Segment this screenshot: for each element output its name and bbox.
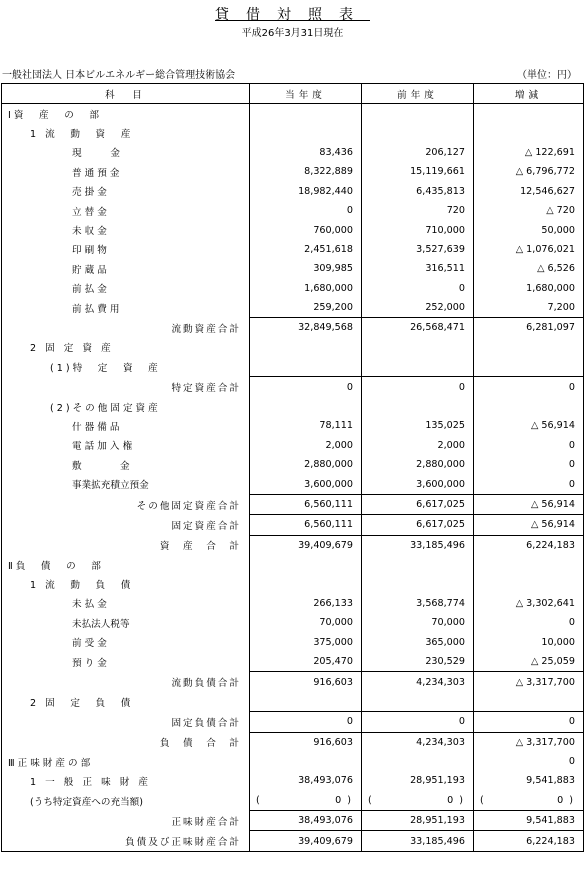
change-value xyxy=(474,555,584,574)
account-label xyxy=(2,732,250,752)
account-label-text: 立 替 金 xyxy=(72,206,107,218)
table-row xyxy=(2,240,584,259)
previous-year-value: 3,568,774 xyxy=(362,594,474,613)
header-previous-year: 前年度 xyxy=(362,84,474,104)
account-label-text: 固定資産合計 xyxy=(171,520,241,532)
previous-year-value: 6,617,025 xyxy=(362,494,474,514)
table-row xyxy=(2,771,584,790)
change-value: △ 3,317,700 xyxy=(474,672,584,692)
change-value: 0 xyxy=(474,712,584,732)
current-year-value: 266,133 xyxy=(250,594,362,613)
change-value: △ 6,796,772 xyxy=(515,166,575,178)
account-label-text: 現 金 xyxy=(72,148,120,160)
account-label-text: Ⅲ正味財産の部 xyxy=(8,757,94,769)
previous-year-value: 206,127 xyxy=(362,143,474,162)
change-value xyxy=(474,791,584,811)
change-value xyxy=(474,357,584,377)
account-label xyxy=(2,201,250,220)
current-year-value xyxy=(250,123,362,142)
organization-name: 一般社団法人 日本ビルエネルギー総合管理技術協会 xyxy=(2,70,236,81)
current-year-value: 259,200 xyxy=(250,298,362,318)
account-label-text: 特定資産合計 xyxy=(171,382,241,394)
change-value xyxy=(474,338,584,357)
change-value: 10,000 xyxy=(541,636,575,648)
table-row xyxy=(2,613,584,632)
table-row xyxy=(2,162,584,181)
current-year-value: 0 xyxy=(250,712,362,732)
open-paren: ( xyxy=(256,794,260,806)
account-label xyxy=(2,652,250,672)
account-label-text: (うち特定資産への充当額) xyxy=(30,796,144,808)
account-label-text: 未 払 金 xyxy=(72,599,107,611)
table-row xyxy=(2,791,584,811)
previous-year-value xyxy=(362,357,474,377)
account-label xyxy=(2,338,250,357)
current-year-value xyxy=(250,752,362,771)
change-value: △ 1,076,021 xyxy=(515,243,575,255)
change-value: 9,541,883 xyxy=(474,811,584,831)
current-year-value: 70,000 xyxy=(250,613,362,632)
previous-year-value xyxy=(362,692,474,712)
account-label xyxy=(2,220,250,239)
table-row xyxy=(2,298,584,318)
account-label xyxy=(2,182,250,201)
account-label xyxy=(2,259,250,278)
account-label xyxy=(2,791,250,811)
account-label-text: 売 掛 金 xyxy=(72,187,107,199)
change-value: 7,200 xyxy=(547,302,575,314)
document-title: 貸借対照表 xyxy=(215,7,370,23)
current-year-value: 2,000 xyxy=(250,436,362,455)
change-value: △ 122,691 xyxy=(524,146,575,158)
account-label-text: 普 通 預 金 xyxy=(72,167,120,179)
change-value: △ 25,059 xyxy=(531,656,575,668)
current-year-value: 39,409,679 xyxy=(250,535,362,555)
header-change: 増減 xyxy=(474,84,584,104)
current-year-value xyxy=(250,692,362,712)
change-value xyxy=(474,397,584,416)
account-label-text: Ⅱ負 債 の 部 xyxy=(8,560,104,572)
account-label xyxy=(2,240,250,259)
change-value: 0 xyxy=(568,439,575,451)
change-value xyxy=(474,123,584,142)
table-row xyxy=(2,397,584,416)
as-of-date: 平成26年3月31日現在 xyxy=(241,28,344,39)
current-year-value: 6,560,111 xyxy=(250,515,362,535)
account-label xyxy=(2,279,250,298)
current-year-value: 39,409,679 xyxy=(250,831,362,851)
table-row xyxy=(2,712,584,732)
account-label xyxy=(2,143,250,162)
account-label-text: 什 器 備 品 xyxy=(72,421,120,433)
account-label-text: 固定負債合計 xyxy=(171,717,241,729)
previous-year-value: 720 xyxy=(362,201,474,220)
account-label-text: 印 刷 物 xyxy=(72,245,107,257)
previous-year-value: 15,119,661 xyxy=(362,162,474,181)
change-value xyxy=(474,574,584,593)
account-label-text: 正味財産合計 xyxy=(171,816,241,828)
close-paren: ) xyxy=(347,794,351,806)
table-header-row xyxy=(2,84,584,104)
table-row xyxy=(2,436,584,455)
previous-year-value: 26,568,471 xyxy=(362,318,474,338)
change-value: △ 6,526 xyxy=(537,263,575,275)
current-year-value: 760,000 xyxy=(250,220,362,239)
account-label-text: 未 収 金 xyxy=(72,226,107,238)
current-year-value: 78,111 xyxy=(250,416,362,435)
account-label xyxy=(2,555,250,574)
previous-year-value: 0 xyxy=(362,279,474,298)
change-value: 0 xyxy=(474,377,584,397)
previous-year-value xyxy=(362,104,474,124)
previous-year-value: 230,529 xyxy=(362,652,474,672)
account-label-text: 1 流 動 資 産 xyxy=(30,129,134,141)
current-year-value: 0 xyxy=(250,377,362,397)
previous-year-value xyxy=(362,574,474,593)
paren-value: 0 xyxy=(335,794,342,806)
change-value: △ 720 xyxy=(546,205,575,217)
table-row xyxy=(2,279,584,298)
current-year-value xyxy=(250,104,362,124)
header-account: 科 目 xyxy=(2,84,250,104)
account-label-text: 貯 蔵 品 xyxy=(72,264,107,276)
change-value: △ 56,914 xyxy=(531,420,575,432)
account-label-text: 電 話 加 入 権 xyxy=(72,441,133,453)
current-year-value: 3,600,000 xyxy=(250,474,362,494)
account-label xyxy=(2,594,250,613)
change-value: 0 xyxy=(568,459,575,471)
previous-year-value: 3,527,639 xyxy=(362,240,474,259)
current-year-value: 916,603 xyxy=(250,672,362,692)
change-value: △ 3,302,641 xyxy=(515,597,575,609)
current-year-value: 8,322,889 xyxy=(250,162,362,181)
current-year-value xyxy=(250,791,362,811)
account-label-text: 1 一 般 正 味 財 産 xyxy=(30,776,151,788)
account-label xyxy=(2,692,250,712)
change-value: △ 3,317,700 xyxy=(474,732,584,752)
table-body xyxy=(2,104,584,852)
current-year-value: 1,680,000 xyxy=(250,279,362,298)
account-label-text: 前 払 費 用 xyxy=(72,303,120,315)
table-row xyxy=(2,494,584,514)
balance-sheet-table xyxy=(1,83,584,852)
table-row xyxy=(2,574,584,593)
table-row xyxy=(2,535,584,555)
account-label xyxy=(2,771,250,790)
table-row xyxy=(2,515,584,535)
table-row xyxy=(2,123,584,142)
previous-year-value: 0 xyxy=(362,377,474,397)
current-year-value: 2,451,618 xyxy=(250,240,362,259)
previous-year-value xyxy=(362,791,474,811)
table-row xyxy=(2,338,584,357)
account-label xyxy=(2,298,250,318)
table-row xyxy=(2,831,584,851)
previous-year-value xyxy=(362,123,474,142)
account-label xyxy=(2,436,250,455)
current-year-value xyxy=(250,357,362,377)
previous-year-value: 28,951,193 xyxy=(362,811,474,831)
previous-year-value: 3,600,000 xyxy=(362,474,474,494)
previous-year-value: 4,234,303 xyxy=(362,672,474,692)
change-value: 6,224,183 xyxy=(474,535,584,555)
change-value: 9,541,883 xyxy=(526,775,575,787)
current-year-value: 309,985 xyxy=(250,259,362,278)
change-value: 1,680,000 xyxy=(526,282,575,294)
account-label-text: その他固定資産合計 xyxy=(136,500,241,512)
account-label-text: 前 払 金 xyxy=(72,284,107,296)
account-label xyxy=(2,831,250,851)
previous-year-value: 33,185,496 xyxy=(362,535,474,555)
table-row xyxy=(2,377,584,397)
previous-year-value: 2,000 xyxy=(362,436,474,455)
account-label-text: 資 産 合 計 xyxy=(159,541,241,553)
previous-year-value xyxy=(362,338,474,357)
previous-year-value: 28,951,193 xyxy=(362,771,474,790)
close-paren: ) xyxy=(459,794,463,806)
table-row xyxy=(2,652,584,672)
header-current-year: 当年度 xyxy=(250,84,362,104)
account-label xyxy=(2,712,250,732)
current-year-value: 32,849,568 xyxy=(250,318,362,338)
current-year-value: 2,880,000 xyxy=(250,455,362,474)
account-label xyxy=(2,123,250,142)
previous-year-value: 6,435,813 xyxy=(362,182,474,201)
change-value: 0 xyxy=(568,617,575,629)
previous-year-value xyxy=(362,397,474,416)
account-label-text: 1 流 動 負 債 xyxy=(30,580,134,592)
previous-year-value: 710,000 xyxy=(362,220,474,239)
change-value xyxy=(474,104,584,124)
account-label xyxy=(2,377,250,397)
previous-year-value: 70,000 xyxy=(362,613,474,632)
change-value xyxy=(474,692,584,712)
current-year-value xyxy=(250,338,362,357)
close-paren: ) xyxy=(569,794,573,806)
table-row xyxy=(2,474,584,494)
account-label xyxy=(2,318,250,338)
current-year-value: 916,603 xyxy=(250,732,362,752)
table-row xyxy=(2,416,584,435)
table-row xyxy=(2,594,584,613)
account-label-text: 事業拡充積立預金 xyxy=(72,480,149,492)
account-label xyxy=(2,416,250,435)
current-year-value: 6,560,111 xyxy=(250,494,362,514)
table-row xyxy=(2,182,584,201)
account-label xyxy=(2,515,250,535)
change-value: △ 56,914 xyxy=(474,494,584,514)
current-year-value xyxy=(250,397,362,416)
account-label-text: 預 り 金 xyxy=(72,657,107,669)
table-row xyxy=(2,455,584,474)
account-label-text: 負債及び正味財産合計 xyxy=(125,836,241,848)
current-year-value: 83,436 xyxy=(250,143,362,162)
current-year-value: 0 xyxy=(250,201,362,220)
table-row xyxy=(2,259,584,278)
account-label xyxy=(2,357,250,377)
current-year-value xyxy=(250,574,362,593)
previous-year-value: 33,185,496 xyxy=(362,831,474,851)
table-row xyxy=(2,633,584,652)
account-label xyxy=(2,535,250,555)
table-row xyxy=(2,672,584,692)
change-value: △ 56,914 xyxy=(474,515,584,535)
account-label-text: (1)特 定 資 産 xyxy=(50,363,161,375)
account-label-text: Ⅰ資 産 の 部 xyxy=(8,109,102,121)
account-label xyxy=(2,104,250,124)
table-row xyxy=(2,692,584,712)
paren-value: 0 xyxy=(447,794,454,806)
current-year-value: 38,493,076 xyxy=(250,811,362,831)
previous-year-value: 0 xyxy=(362,712,474,732)
account-label xyxy=(2,811,250,831)
account-label xyxy=(2,455,250,474)
account-label-text: 負 債 合 計 xyxy=(159,737,241,749)
previous-year-value: 135,025 xyxy=(362,416,474,435)
previous-year-value: 252,000 xyxy=(362,298,474,318)
table-row xyxy=(2,811,584,831)
account-label xyxy=(2,494,250,514)
table-row xyxy=(2,220,584,239)
account-label-text: 前 受 金 xyxy=(72,638,107,650)
previous-year-value: 365,000 xyxy=(362,633,474,652)
change-value: 6,281,097 xyxy=(474,318,584,338)
previous-year-value xyxy=(362,555,474,574)
previous-year-value: 6,617,025 xyxy=(362,515,474,535)
previous-year-value: 316,511 xyxy=(362,259,474,278)
account-label-text: 敷 金 xyxy=(72,460,130,472)
table-row xyxy=(2,104,584,124)
current-year-value xyxy=(250,555,362,574)
open-paren: ( xyxy=(480,794,484,806)
account-label-text: 未払法人税等 xyxy=(72,618,130,630)
account-label xyxy=(2,474,250,494)
account-label xyxy=(2,752,250,771)
current-year-value: 38,493,076 xyxy=(250,771,362,790)
account-label-text: 2 固 定 資 産 xyxy=(30,343,114,355)
change-value: 6,224,183 xyxy=(474,831,584,851)
table-row xyxy=(2,555,584,574)
unit-label: （単位：円） xyxy=(517,70,577,81)
change-value: 50,000 xyxy=(541,224,575,236)
change-value: 0 xyxy=(568,478,575,490)
current-year-value: 18,982,440 xyxy=(250,182,362,201)
change-value: 0 xyxy=(568,756,575,768)
current-year-value: 205,470 xyxy=(250,652,362,672)
open-paren: ( xyxy=(368,794,372,806)
account-label-text: (2)その他固定資産 xyxy=(50,402,161,414)
table-row xyxy=(2,752,584,771)
table-row xyxy=(2,318,584,338)
account-label xyxy=(2,397,250,416)
table-row xyxy=(2,357,584,377)
change-value: 12,546,627 xyxy=(520,185,575,197)
account-label xyxy=(2,633,250,652)
account-label xyxy=(2,672,250,692)
account-label xyxy=(2,162,250,181)
account-label-text: 流動負債合計 xyxy=(171,677,241,689)
account-label-text: 2 固 定 負 債 xyxy=(30,697,134,709)
previous-year-value: 4,234,303 xyxy=(362,732,474,752)
table-row xyxy=(2,201,584,220)
account-label xyxy=(2,613,250,632)
paren-value: 0 xyxy=(557,794,564,806)
table-row xyxy=(2,732,584,752)
current-year-value: 375,000 xyxy=(250,633,362,652)
table-row xyxy=(2,143,584,162)
previous-year-value: 2,880,000 xyxy=(362,455,474,474)
account-label-text: 流動資産合計 xyxy=(171,323,241,335)
previous-year-value xyxy=(362,752,474,771)
account-label xyxy=(2,574,250,593)
